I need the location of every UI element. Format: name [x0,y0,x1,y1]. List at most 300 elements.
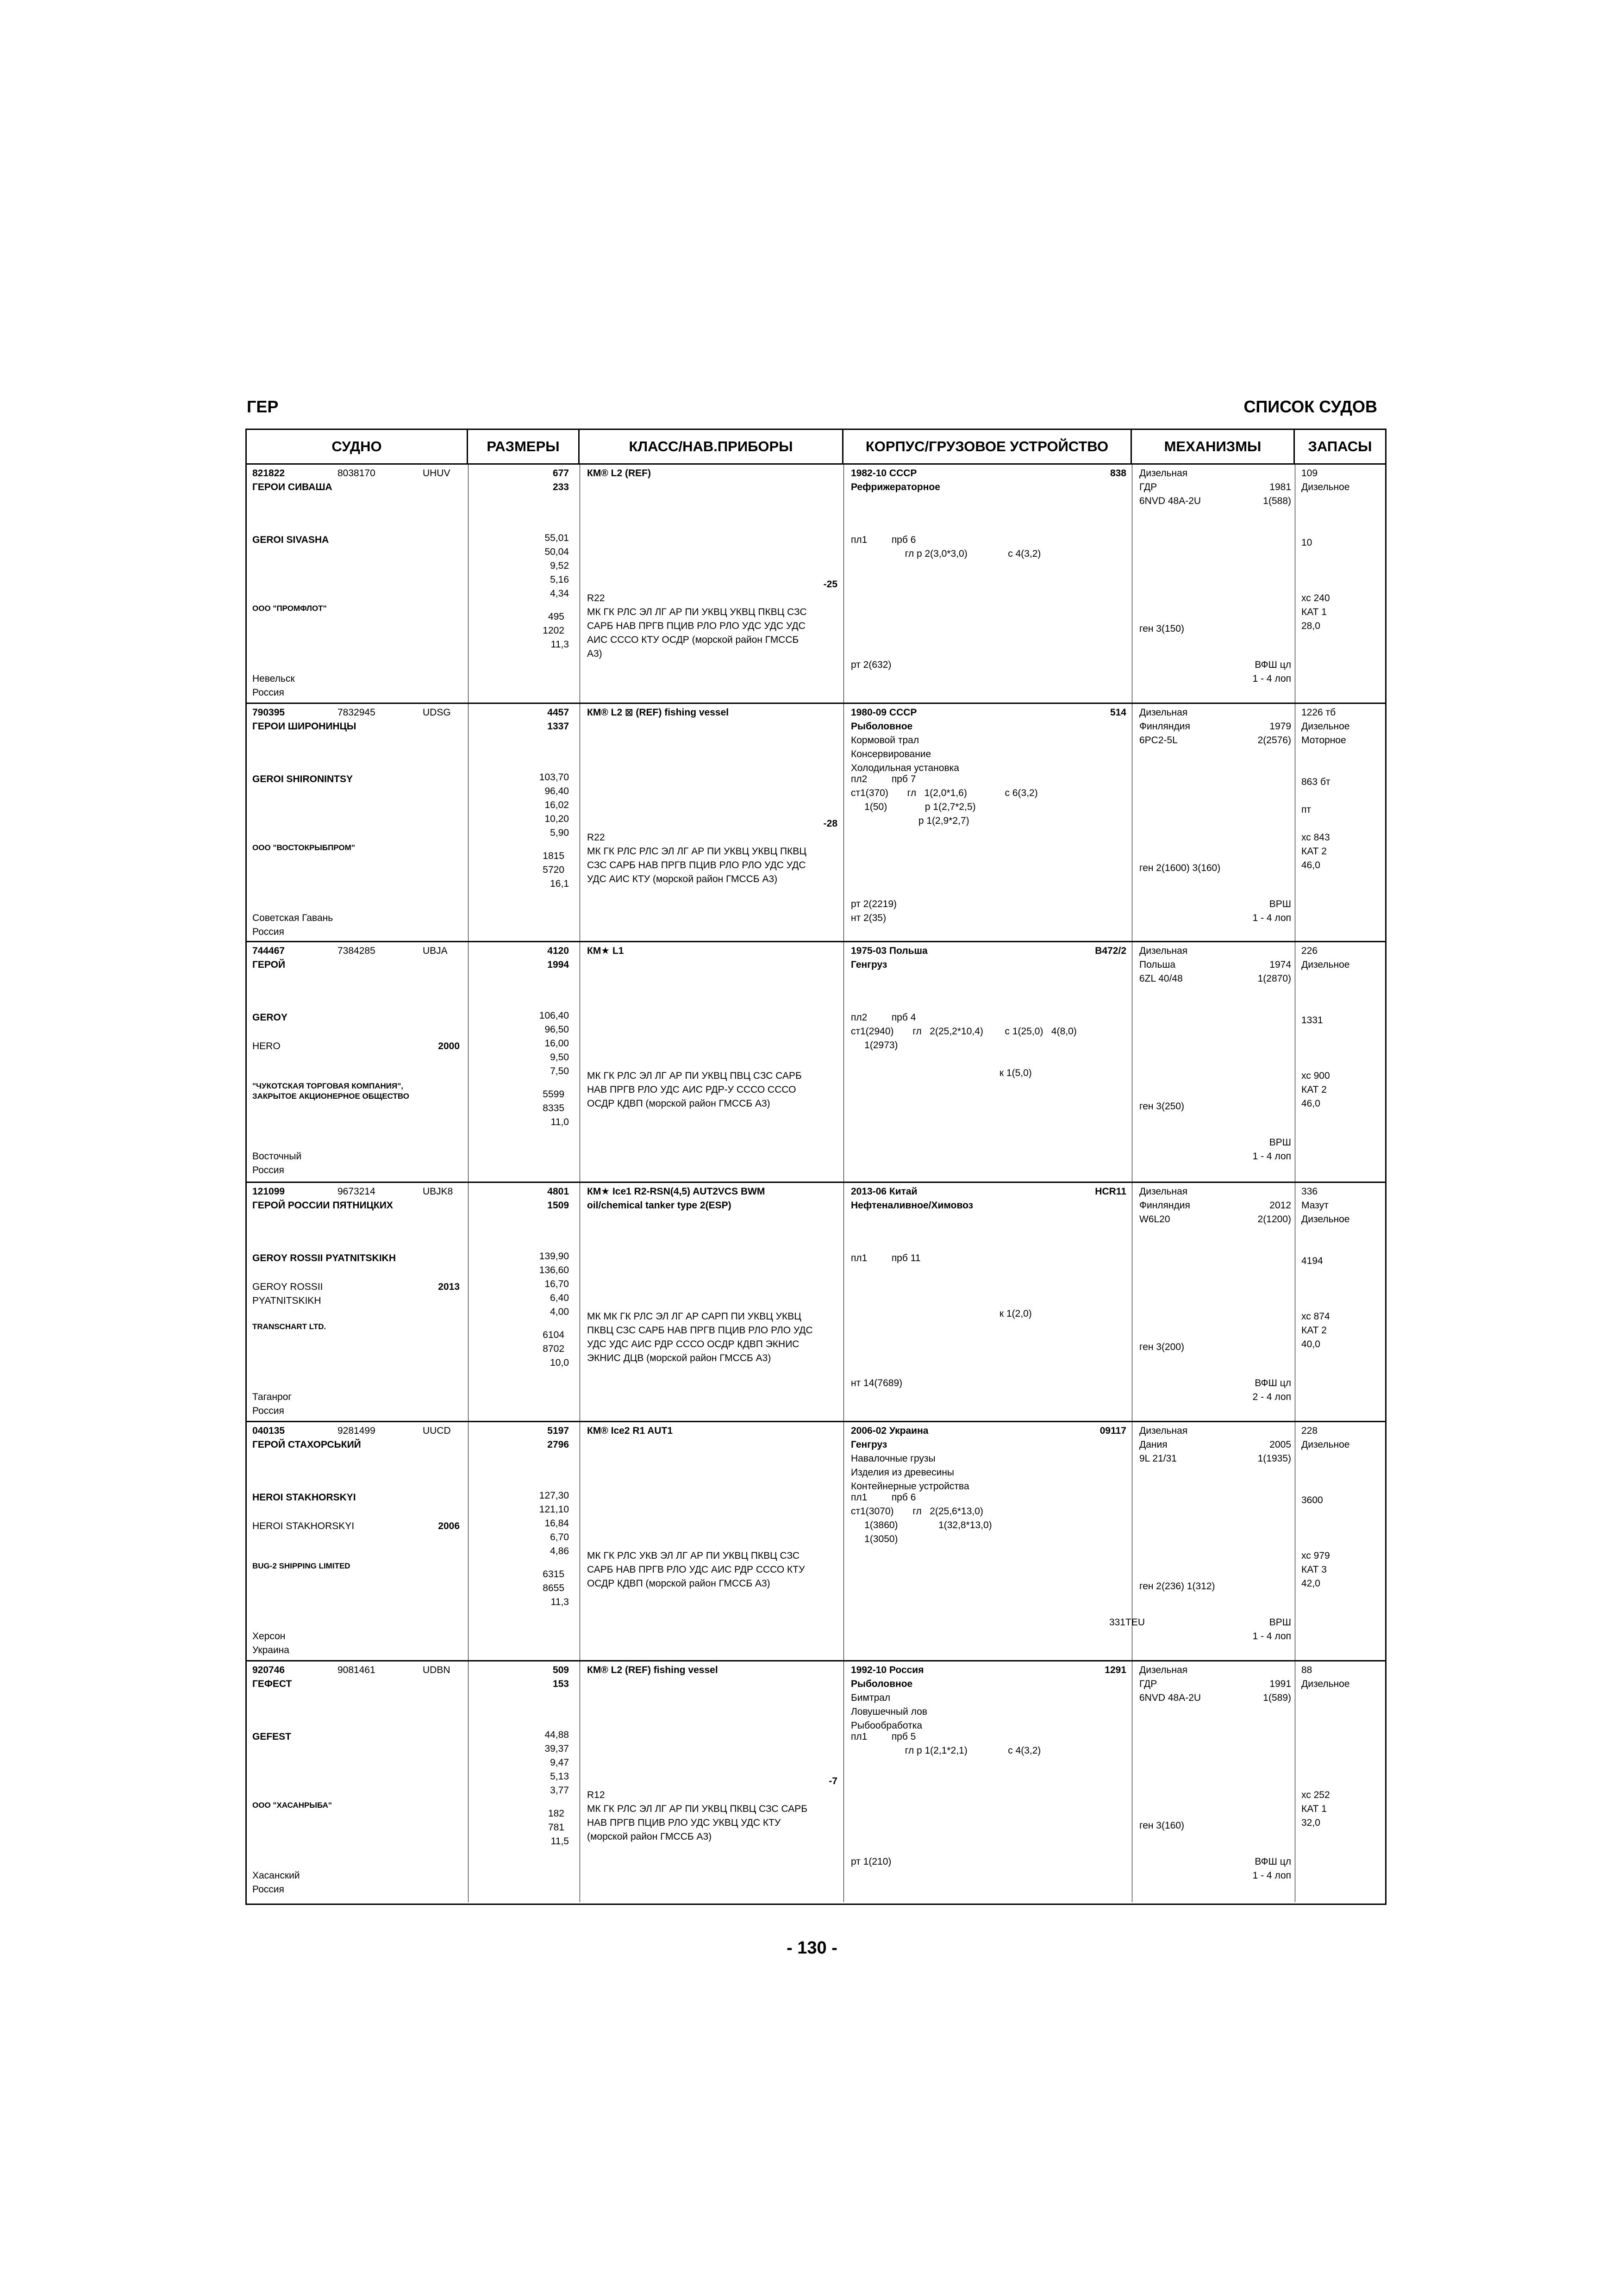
tonnage-value: 233 [552,482,569,492]
tonnage-value: 5197 [547,1425,569,1436]
engine-line: Дизельная [1139,946,1188,956]
nav-equipment-line: МК МК ГК РЛС ЭЛ ЛГ АР САРП ПИ УКВЦ УКВЦ [587,1311,801,1322]
former-name-year: 2000 [438,1041,460,1052]
generators: ген 2(236) 1(312) [1139,1581,1215,1592]
stores-value: 863 бт [1301,777,1330,787]
nav-equipment-line: АИС СССО КТУ ОСДР (морской район ГМССБ [587,635,799,645]
call-sign: UHUV [423,468,450,479]
build-date-country: 1980-09 СССР [851,707,917,718]
stores-value: 1226 тб [1301,707,1336,718]
vessel-name: ГЕРОИ СИВАША [252,482,332,492]
stores-value: КАТ 2 [1301,846,1327,857]
vessel-type-line: Рыбообработка [851,1720,923,1731]
dimension-value: 50,04 [544,547,569,557]
home-port: Восточный [252,1151,302,1162]
stores-value: 226 [1301,946,1318,956]
dimension-value: 39,37 [544,1743,569,1754]
engine-line: Дизельная [1139,1425,1188,1436]
call-sign: UDBN [423,1665,450,1675]
holds-tanks-line: рт 1(210) [851,1856,892,1867]
owner-name: TRANSCHART LTD. [252,1322,326,1331]
cargo-gear-line: пл1 прб 6 [851,1492,916,1503]
dimension-value: 106,40 [539,1010,569,1021]
stores-value: Дизельное [1301,1214,1350,1225]
vessel-record [247,942,1385,1183]
vessel-record [247,1422,1385,1661]
vessel-type-line: Нефтеналивное/Химовоз [851,1200,974,1211]
column-header-class: КЛАСС/НАВ.ПРИБОРЫ [580,430,843,463]
class-notation: oil/chemical tanker type 2(ESP) [587,1200,731,1211]
dimension-value: 5,13 [550,1771,569,1782]
nav-equipment-line: МК ГК РЛС РЛС ЭЛ ЛГ АР ПИ УКВЦ УКВЦ ПКВЦ [587,846,806,857]
cargo-gear-line: ст1(3070) гл 2(25,6*13,0) [851,1506,983,1517]
vessel-name: ГЕРОЙ РОССИИ ПЯТНИЦКИХ [252,1200,393,1211]
dimension-value: 103,70 [539,772,569,783]
vessel-record [247,1183,1385,1422]
registry-number: 790395 [252,707,285,718]
class-notation: КМ® L2 (REF) fishing vessel [587,1665,718,1675]
nav-equipment-line: ОСДР КДВП (морской район ГМССБ А3) [587,1098,770,1109]
cargo-gear-line: ст1(2940) гл 2(25,2*10,4) с 1(25,0) 4(8,0) [851,1026,1077,1037]
propeller-type: ВРШ [1269,1617,1291,1628]
stores-value: 40,0 [1301,1339,1320,1350]
registry-number: 821822 [252,468,285,479]
vessel-name-latin: HEROI STAKHORSKYI [252,1492,356,1503]
capacity-value: 8335 [543,1103,564,1114]
engine-line: Дания [1139,1439,1168,1450]
home-port: Хасанский [252,1870,300,1881]
propeller-blades: 1 - 4 лоп [1252,1870,1291,1881]
stores-value: хс 252 [1301,1790,1330,1800]
tonnage-value: 4801 [547,1186,569,1197]
column-divider [843,942,844,1182]
hull-number: HCR11 [1095,1186,1126,1197]
capacity-value: 11,3 [550,639,569,650]
nav-equipment-line: МК ГК РЛС ЭЛ ЛГ АР ПИ УКВЦ УКВЦ ПКВЦ СЗС [587,607,807,617]
tonnage-value: 677 [552,468,569,479]
generators: ген 3(160) [1139,1820,1185,1831]
hull-number: 09117 [1099,1425,1126,1436]
generators: ген 3(250) [1139,1101,1185,1112]
vessel-type-line: Изделия из древесины [851,1467,955,1478]
vessel-type-line: Генгруз [851,1439,887,1450]
cargo-gear-line: пл1 прб 6 [851,535,916,545]
vessel-type-line: Ловушечный лов [851,1706,928,1717]
capacity-value: 1815 [543,851,564,861]
vessel-type-line: Рефрижераторное [851,482,940,492]
hull-number: 514 [1110,707,1126,718]
vessel-record [247,465,1385,704]
vessel-name: ГЕРОЙ [252,959,286,970]
stores-value: КАТ 1 [1301,1804,1327,1814]
generators: ген 3(200) [1139,1342,1185,1352]
stores-value: пт [1301,804,1311,815]
cargo-gear-line: гл р 1(2,1*2,1) с 4(3,2) [851,1745,1041,1756]
flag-country: Россия [252,687,284,698]
engine-line: Польша [1139,959,1176,970]
engine-year-power: 1(588) [1263,496,1291,506]
nav-equipment-line: R12 [587,1790,605,1800]
vessel-type-line: Рыболовное [851,721,913,732]
registry-number: 121099 [252,1186,285,1197]
stores-value: хс 240 [1301,593,1330,604]
propeller-blades: 1 - 4 лоп [1252,1151,1291,1162]
dimension-value: 96,40 [544,786,569,796]
call-sign: UBJK8 [423,1186,453,1197]
stores-value: 88 [1301,1665,1312,1675]
capacity-value: 182 [548,1808,564,1819]
propeller-type: ВФШ цл [1255,660,1291,670]
dimension-value: 5,90 [550,828,569,838]
dimension-value: 6,40 [550,1293,569,1303]
tonnage-value: 1337 [547,721,569,732]
cargo-gear-line: р 1(2,9*2,7) [851,815,969,826]
engine-line: Финляндия [1139,721,1190,732]
column-header-vessel: СУДНО [247,430,468,463]
propeller-blades: 1 - 4 лоп [1252,913,1291,923]
cargo-gear-line: 1(3050) [851,1534,898,1544]
call-sign: UBJA [423,946,448,956]
capacity-value: 11,3 [550,1597,569,1607]
column-divider [843,1661,844,1902]
stores-value: Моторное [1301,735,1346,746]
nav-equipment-line: ПКВЦ СЗС САРБ НАВ ПРГВ ПЦИВ РЛО РЛО УДС [587,1325,813,1336]
propeller-blades: 1 - 4 лоп [1252,1631,1291,1642]
flag-country: Россия [252,1884,284,1895]
propeller-type: ВРШ [1269,1137,1291,1148]
engine-line: 6NVD 48A-2U [1139,1692,1201,1703]
stores-value: хс 900 [1301,1070,1330,1081]
stores-value: 4194 [1301,1256,1323,1266]
dimension-value: 4,34 [550,588,569,599]
stores-value: Дизельное [1301,1439,1350,1450]
stores-value: 228 [1301,1425,1318,1436]
vessel-type-line: Бимтрал [851,1692,891,1703]
stores-value: 336 [1301,1186,1318,1197]
vessel-name-latin: GEFEST [252,1731,292,1742]
nav-equipment-line: УДС УДС АИС РДР СССО ОСДР КДВП ЭКНИС [587,1339,800,1350]
page-header-right: СПИСОК СУДОВ [1243,397,1377,416]
dimension-value: 96,50 [544,1024,569,1035]
stores-value: хс 843 [1301,832,1330,843]
engine-line: ГДР [1139,1679,1157,1689]
dimension-value: 9,52 [550,560,569,571]
dimension-value: 7,50 [550,1066,569,1076]
nav-equipment-line: НАВ ПРГВ ПЦИВ РЛО УДС УКВЦ УДС КТУ [587,1817,781,1828]
cargo-gear-line: пл2 прб 4 [851,1012,916,1023]
dimension-value: 4,86 [550,1546,569,1556]
stores-value: КАТ 3 [1301,1564,1327,1575]
dimension-value: 9,47 [550,1757,569,1768]
flag-country: Россия [252,1406,284,1416]
stores-value: Дизельное [1301,959,1350,970]
dimension-value: 121,10 [539,1504,569,1515]
owner-name: BUG-2 SHIPPING LIMITED [252,1562,350,1570]
engine-year-power: 1(2870) [1257,973,1291,984]
vessel-type-line: Контейнерные устройства [851,1481,969,1492]
stores-value: Мазут [1301,1200,1329,1211]
stores-value: 32,0 [1301,1817,1320,1828]
engine-year-power: 2(1200) [1257,1214,1291,1225]
dimension-value: 4,00 [550,1307,569,1317]
registry-number: 744467 [252,946,285,956]
engine-line: 9L 21/31 [1139,1453,1177,1464]
nav-equipment-line: МК ГК РЛС ЭЛ ЛГ АР ПИ УКВЦ ПКВЦ СЗС САРБ [587,1804,808,1814]
build-date-country: 1992-10 Россия [851,1665,924,1675]
column-header-machinery: МЕХАНИЗМЫ [1132,430,1295,463]
tonnage-value: 2796 [547,1439,569,1450]
engine-line: Финляндия [1139,1200,1190,1211]
former-name: GEROY ROSSII PYATNITSKIKH [252,1282,323,1306]
engine-year-power: 1(1935) [1257,1453,1291,1464]
vessel-type-line: Холодильная установка [851,763,959,773]
hull-number: 838 [1110,468,1126,479]
propeller-blades: 2 - 4 лоп [1252,1392,1291,1402]
propeller-type: ВРШ [1269,899,1291,909]
flag-country: Россия [252,927,284,937]
stores-value: 109 [1301,468,1318,479]
engine-year-power: 1979 [1269,721,1291,732]
flag-country: Украина [252,1645,289,1655]
capacity-value: 11,0 [550,1117,569,1127]
tonnage-value: 4457 [547,707,569,718]
capacity-value: 5720 [543,865,564,875]
dimension-value: 55,01 [544,533,569,543]
engine-year-power: 1981 [1269,482,1291,492]
ice-temperature: -7 [829,1776,837,1786]
stores-value: КАТ 2 [1301,1084,1327,1095]
vessel-type-line: Навалочные грузы [851,1453,936,1464]
capacity-value: 8655 [543,1583,564,1593]
cargo-gear-line: 1(50) р 1(2,7*2,5) [851,802,976,812]
stores-value: 10 [1301,537,1312,548]
dimension-value: 5,16 [550,574,569,585]
cargo-gear-line: пл1 прб 5 [851,1731,916,1742]
tonnage-value: 153 [552,1679,569,1689]
engine-line: Дизельная [1139,468,1188,479]
engine-line: 6PC2-5L [1139,735,1178,746]
call-sign: UDSG [423,707,451,718]
imo-number: 9081461 [337,1665,375,1675]
engine-line: Дизельная [1139,1665,1188,1675]
nav-equipment-line: (морской район ГМССБ А3) [587,1831,712,1842]
propeller-type: ВФШ цл [1255,1856,1291,1867]
capacity-value: 6104 [543,1330,564,1340]
stores-value: КАТ 1 [1301,607,1327,617]
dimension-value: 16,02 [544,800,569,810]
stores-value: Дизельное [1301,482,1350,492]
holds-tanks-line: рт 2(632) [851,660,892,670]
stores-value: 3600 [1301,1495,1323,1506]
stores-value: 46,0 [1301,1098,1320,1109]
nav-equipment-line: ОСДР КДВП (морской район ГМССБ А3) [587,1578,770,1589]
engine-year-power: 2(2576) [1257,735,1291,746]
cargo-gear-line: к 1(5,0) [851,1068,1032,1078]
imo-number: 9281499 [337,1425,375,1436]
registry-number: 920746 [252,1665,285,1675]
dimension-value: 16,70 [544,1279,569,1289]
nav-equipment-line: МК ГК РЛС ЭЛ ЛГ АР ПИ УКВЦ ПВЦ СЗС САРБ [587,1070,802,1081]
owner-name: ООО "ХАСАНРЫБА" [252,1801,332,1810]
stores-value: Дизельное [1301,721,1350,732]
vessel-name-latin: GEROY [252,1012,287,1023]
column-divider [843,1183,844,1421]
dimension-value: 6,70 [550,1532,569,1543]
class-notation: КМ® Ice2 R1 AUT1 [587,1425,673,1436]
capacity-value: 781 [548,1822,564,1833]
capacity-value: 1202 [543,625,564,636]
former-name-year: 2006 [438,1521,460,1531]
vessel-type-line: Консервирование [851,749,931,759]
nav-equipment-line: А3) [587,648,602,659]
former-name: HERO [252,1041,281,1052]
nav-equipment-line: R22 [587,832,605,843]
dimension-value: 139,90 [539,1251,569,1262]
cargo-gear-line: ст1(370) гл 1(2,0*1,6) с 6(3,2) [851,788,1038,798]
cargo-gear-line: пл2 прб 7 [851,774,916,784]
stores-value: Дизельное [1301,1679,1350,1689]
column-header-stores: ЗАПАСЫ [1308,438,1372,454]
vessel-type-line: Генгруз [851,959,887,970]
vessel-name-latin: GEROI SIVASHA [252,535,329,545]
dimension-value: 136,60 [539,1265,569,1276]
column-divider [843,704,844,941]
capacity-value: 6315 [543,1569,564,1580]
cargo-gear-line: гл р 2(3,0*3,0) с 4(3,2) [851,548,1041,559]
engine-year-power: 1(589) [1263,1692,1291,1703]
capacity-value: 8702 [543,1344,564,1354]
ship-list-table [245,429,1387,1905]
vessel-name: ГЕФЕСТ [252,1679,292,1689]
dimension-value: 44,88 [544,1730,569,1740]
holds-tanks-line: рт 2(2219) [851,899,897,909]
stores-value: хс 979 [1301,1550,1330,1561]
home-port: Таганрог [252,1392,292,1402]
stores-value: 28,0 [1301,621,1320,631]
vessel-type-line: Кормовой трал [851,735,919,746]
dimension-value: 9,50 [550,1052,569,1063]
call-sign: UUCD [423,1425,451,1436]
engine-year-power: 1991 [1269,1679,1291,1689]
imo-number: 7832945 [337,707,375,718]
column-divider [843,1422,844,1660]
page-header-left: ГЕР [247,397,279,416]
engine-year-power: 1974 [1269,959,1291,970]
dimension-value: 10,20 [544,814,569,824]
flag-country: Россия [252,1165,284,1176]
home-port: Советская Гавань [252,913,333,923]
column-header-dimensions: РАЗМЕРЫ [468,430,580,463]
owner-name: "ЧУКОТСКАЯ ТОРГОВАЯ КОМПАНИЯ", ЗАКРЫТОЕ АКЦИОНЕРНОЕ ОБЩЕСТВО [252,1082,409,1101]
build-date-country: 2006-02 Украина [851,1425,929,1436]
nav-equipment-line: САРБ НАВ ПРГВ РЛО УДС АИС РДР СССО КТУ [587,1564,805,1575]
former-name-year: 2013 [438,1282,460,1292]
cargo-gear-line: 1(2973) [851,1040,898,1051]
dimension-value: 3,77 [550,1785,569,1796]
cargo-gear-line: 1(3860) 1(32,8*13,0) [851,1520,992,1531]
tonnage-value: 4120 [547,946,569,956]
stores-value: хс 874 [1301,1311,1330,1322]
nav-equipment-line: МК ГК РЛС УКВ ЭЛ ЛГ АР ПИ УКВЦ ПКВЦ СЗС [587,1550,800,1561]
vessel-record [247,704,1385,942]
column-header-hull: КОРПУС/ГРУЗОВОЕ УСТРОЙСТВО [843,430,1132,463]
imo-number: 9673214 [337,1186,375,1197]
registry-number: 040135 [252,1425,285,1436]
build-date-country: 1975-03 Польша [851,946,928,956]
dimension-value: 16,84 [544,1518,569,1529]
imo-number: 8038170 [337,468,375,479]
vessel-record [247,1661,1385,1902]
engine-line: 6ZL 40/48 [1139,973,1183,984]
home-port: Херсон [252,1631,286,1642]
generators: ген 3(150) [1139,623,1185,634]
stores-value: 1331 [1301,1015,1323,1026]
nav-equipment-line: ЭКНИС ДЦВ (морской район ГМССБ А3) [587,1353,771,1363]
propeller-type: ВФШ цл [1255,1378,1291,1388]
class-notation: КМ® L2 ⊠ (REF) fishing vessel [587,707,729,718]
class-notation: КМ★ L1 [587,946,624,956]
cargo-gear-line: пл1 прб 11 [851,1253,921,1263]
owner-name: ООО "ВОСТОКРЫБПРОМ" [252,843,355,852]
tonnage-value: 1994 [547,959,569,970]
capacity-value: 495 [548,611,564,622]
engine-line: 6NVD 48A-2U [1139,496,1201,506]
vessel-name-latin: GEROI SHIRONINTSY [252,774,353,784]
vessel-name: ГЕРОЙ СТАХОРСЬКИЙ [252,1439,361,1450]
build-date-country: 2013-06 Китай [851,1186,918,1197]
nav-equipment-line: R22 [587,593,605,604]
nav-equipment-line: САРБ НАВ ПРГВ ПЦИВ РЛО РЛО УДС УДС УДС [587,621,806,631]
hull-number: 1291 [1105,1665,1126,1675]
dimension-value: 127,30 [539,1490,569,1501]
nav-equipment-line: УДС АИС КТУ (морской район ГМССБ А3) [587,874,778,884]
nav-equipment-line: СЗС САРБ НАВ ПРГВ ПЦИВ РЛО РЛО УДС УДС [587,860,806,871]
stores-value: 46,0 [1301,860,1320,871]
former-name: HEROI STAKHORSKYI [252,1521,355,1531]
owner-name: ООО "ПРОМФЛОТ" [252,604,327,613]
capacity-value: 5599 [543,1089,564,1100]
capacity-value: 10,0 [550,1357,569,1368]
imo-number: 7384285 [337,946,375,956]
vessel-type-line: Рыболовное [851,1679,913,1689]
engine-line: Дизельная [1139,1186,1188,1197]
home-port: Невельск [252,673,295,684]
build-date-country: 1982-10 СССР [851,468,917,479]
stores-value: КАТ 2 [1301,1325,1327,1336]
cargo-gear-line: к 1(2,0) [851,1308,1032,1319]
column-divider [843,465,844,703]
vessel-name: ГЕРОИ ШИРОНИНЦЫ [252,721,356,732]
tonnage-value: 509 [552,1665,569,1675]
engine-line: Дизельная [1139,707,1188,718]
class-notation: КМ® L2 (REF) [587,468,651,479]
hull-number: В472/2 [1095,946,1126,956]
generators: ген 2(1600) 3(160) [1139,863,1221,873]
engine-line: ГДР [1139,482,1157,492]
holds-tanks-line: нт 2(35) [851,913,887,923]
propeller-blades: 1 - 4 лоп [1252,673,1291,684]
capacity-value: 11,5 [550,1836,569,1847]
stores-value: 42,0 [1301,1578,1320,1589]
capacity-value: 16,1 [550,878,569,889]
page-number: - 130 - [787,1938,837,1958]
ice-temperature: -25 [823,579,837,590]
engine-year-power: 2012 [1269,1200,1291,1211]
holds-tanks-line: нт 14(7689) [851,1378,903,1388]
vessel-name-latin: GEROY ROSSII PYATNITSKIKH [252,1253,396,1263]
container-capacity: 331TEU [1109,1617,1145,1628]
ice-temperature: -28 [823,818,837,829]
